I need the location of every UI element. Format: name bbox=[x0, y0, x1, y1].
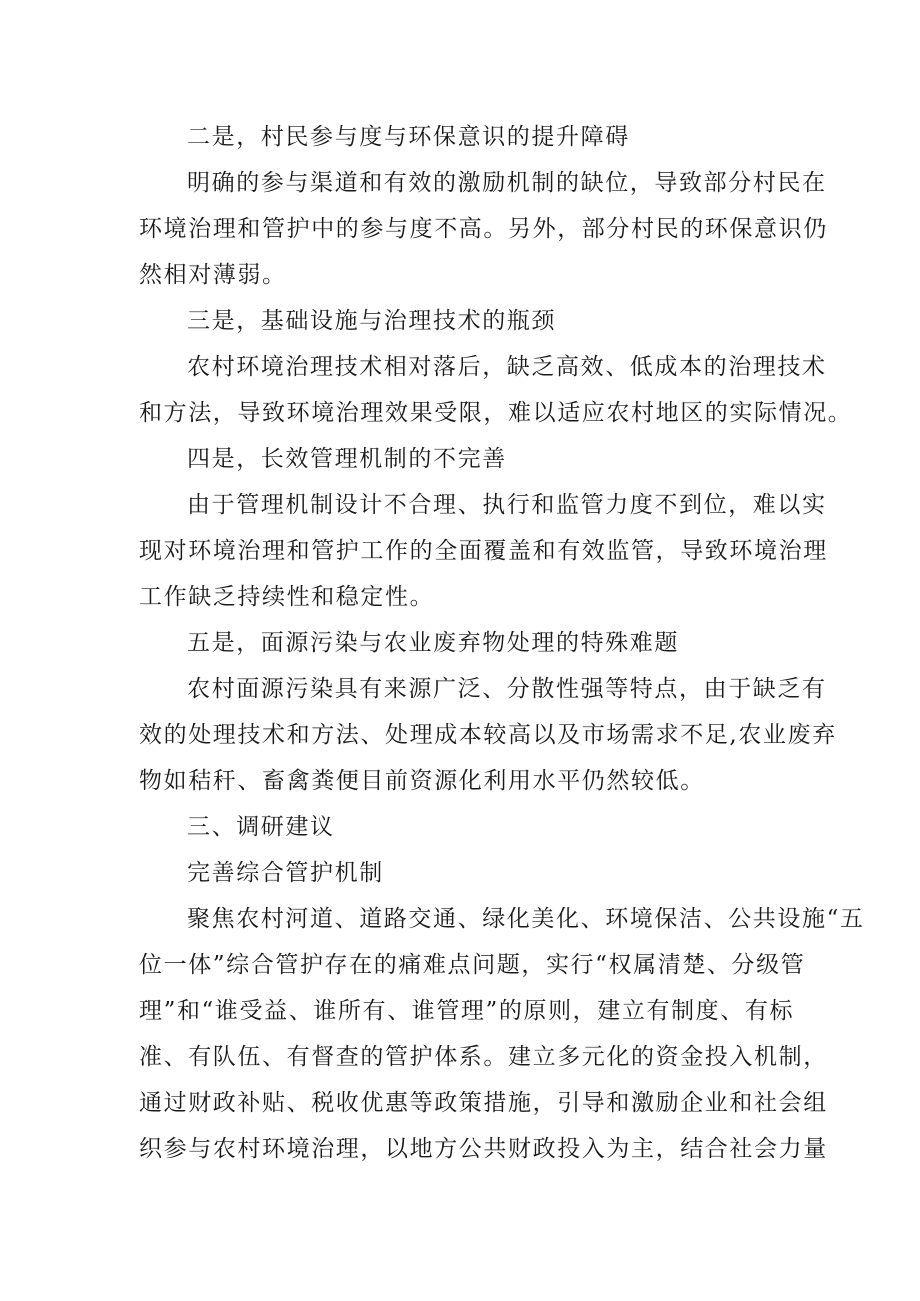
paragraph-line: 由于管理机制设计不合理、执行和监管力度不到位，难以实 bbox=[187, 492, 827, 518]
heading-obstacle-3: 三是，基础设施与治理技术的瓶颈 bbox=[187, 308, 556, 334]
paragraph-line: 农村环境治理技术相对落后，缺乏高效、低成本的治理技术 bbox=[187, 354, 827, 380]
paragraph-line: 聚焦农村河道、道路交通、绿化美化、环境保洁、公共设施“五 bbox=[187, 906, 865, 932]
paragraph-line: 效的处理技术和方法、处理成本较高以及市场需求不足,农业废弃 bbox=[139, 722, 837, 748]
paragraph-line: 农村面源污染具有来源广泛、分散性强等特点，由于缺乏有 bbox=[187, 676, 827, 702]
paragraph-line: 环境治理和管护中的参与度不高。另外，部分村民的环保意识仍 bbox=[139, 216, 828, 242]
paragraph-line: 然相对薄弱。 bbox=[139, 262, 287, 288]
heading-obstacle-5: 五是，面源污染与农业废弃物处理的特殊难题 bbox=[187, 630, 679, 656]
subheading-management-mechanism: 完善综合管护机制 bbox=[187, 860, 384, 886]
heading-obstacle-4: 四是，长效管理机制的不完善 bbox=[187, 446, 507, 472]
section-heading-suggestions: 三、调研建议 bbox=[187, 814, 335, 840]
paragraph-line: 物如秸秆、畜禽粪便目前资源化利用水平仍然较低。 bbox=[139, 768, 705, 794]
paragraph-line: 现对环境治理和管护工作的全面覆盖和有效监管，导致环境治理 bbox=[139, 538, 828, 564]
paragraph-line: 通过财政补贴、税收优惠等政策措施，引导和激励企业和社会组 bbox=[139, 1090, 828, 1116]
paragraph-line: 织参与农村环境治理，以地方公共财政投入为主，结合社会力量 bbox=[139, 1136, 828, 1162]
paragraph-line: 位一体”综合管护存在的痛难点问题，实行“权属清楚、分级管 bbox=[139, 952, 806, 978]
document-body bbox=[139, 114, 865, 1172]
paragraph-line: 和方法，导致环境治理效果受限，难以适应农村地区的实际情况。 bbox=[139, 400, 853, 426]
heading-obstacle-2: 二是，村民参与度与环保意识的提升障碍 bbox=[187, 124, 630, 150]
paragraph-line: 准、有队伍、有督查的管护体系。建立多元化的资金投入机制， bbox=[139, 1044, 828, 1070]
paragraph-line: 理”和“谁受益、谁所有、谁管理”的原则，建立有制度、有标 bbox=[139, 998, 795, 1024]
paragraph-line: 明确的参与渠道和有效的激励机制的缺位，导致部分村民在 bbox=[187, 170, 827, 196]
paragraph-line: 工作缺乏持续性和稳定性。 bbox=[139, 584, 435, 610]
